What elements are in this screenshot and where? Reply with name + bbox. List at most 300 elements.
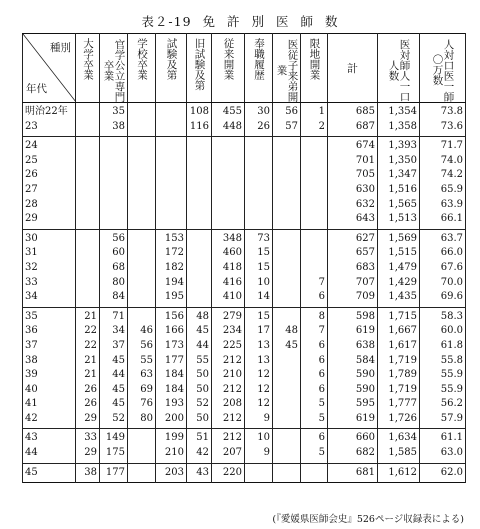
cell-sons — [273, 290, 301, 307]
cell-total: 685 — [328, 103, 378, 120]
cell-univ — [76, 212, 100, 229]
cell-univ — [76, 246, 100, 261]
row-group — [23, 137, 466, 230]
cell-service: 9 — [245, 412, 273, 429]
cell-univ: 26 — [76, 397, 100, 412]
cell-sons — [273, 261, 301, 276]
header-label: 大学卒業 — [82, 38, 94, 80]
row-group — [23, 103, 466, 137]
cell-exam: 182 — [156, 261, 187, 276]
cell-service: 12 — [245, 383, 273, 398]
cell-sons — [273, 354, 301, 369]
header-pop-per-doctor — [378, 34, 420, 103]
cell-univ — [76, 276, 100, 291]
cell-public — [100, 137, 128, 154]
cell-service: 9 — [245, 446, 273, 463]
cell-school — [128, 154, 156, 169]
cell-prev-practice: 208 — [212, 397, 245, 412]
year-cell: 明治22年 — [23, 103, 76, 120]
cell-prev-practice: 212 — [212, 412, 245, 429]
cell-exam — [156, 137, 187, 154]
cell-limited: 6 — [301, 429, 328, 446]
cell-doctors-per-10k: 58.3 — [420, 307, 466, 324]
cell-doctors-per-10k: 66.1 — [420, 212, 466, 229]
cell-sons — [273, 446, 301, 463]
source-note: (『愛媛県医師会史』526ページ収録表による) — [272, 514, 464, 525]
cell-pop-per-doctor: 1,565 — [378, 198, 420, 213]
cell-school — [128, 137, 156, 154]
header-sons — [273, 34, 301, 103]
cell-doctors-per-10k: 57.9 — [420, 412, 466, 429]
cell-sons: 57 — [273, 120, 301, 137]
year-cell: 42 — [23, 412, 76, 429]
cell-sons: 56 — [273, 103, 301, 120]
cell-total: 687 — [328, 120, 378, 137]
year-cell: 24 — [23, 137, 76, 154]
year-cell: 38 — [23, 354, 76, 369]
cell-school: 55 — [128, 354, 156, 369]
cell-doctors-per-10k: 55.8 — [420, 354, 466, 369]
header-limited — [301, 34, 328, 103]
cell-service: 14 — [245, 290, 273, 307]
cell-prev-practice: 225 — [212, 339, 245, 354]
cell-prev-practice: 212 — [212, 383, 245, 398]
cell-school — [128, 246, 156, 261]
cell-prev-practice: 279 — [212, 307, 245, 324]
cell-exam — [156, 154, 187, 169]
year-cell: 41 — [23, 397, 76, 412]
cell-old-exam: 116 — [187, 120, 212, 137]
table-row — [23, 463, 466, 483]
cell-old-exam: 108 — [187, 103, 212, 120]
cell-prev-practice: 220 — [212, 463, 245, 483]
cell-univ — [76, 290, 100, 307]
cell-exam — [156, 198, 187, 213]
cell-sons — [273, 246, 301, 261]
cell-exam: 153 — [156, 229, 187, 246]
cell-service: 30 — [245, 103, 273, 120]
cell-total: 660 — [328, 429, 378, 446]
table-row — [23, 261, 466, 276]
cell-public: 38 — [100, 120, 128, 137]
cell-public: 45 — [100, 354, 128, 369]
cell-pop-per-doctor: 1,358 — [378, 120, 420, 137]
cell-service: 26 — [245, 120, 273, 137]
cell-doctors-per-10k: 69.6 — [420, 290, 466, 307]
cell-sons — [273, 212, 301, 229]
year-cell: 32 — [23, 261, 76, 276]
year-cell: 35 — [23, 307, 76, 324]
cell-doctors-per-10k: 74.2 — [420, 168, 466, 183]
cell-old-exam — [187, 154, 212, 169]
table-row — [23, 198, 466, 213]
cell-exam: 200 — [156, 412, 187, 429]
cell-doctors-per-10k: 73.6 — [420, 120, 466, 137]
cell-pop-per-doctor: 1,429 — [378, 276, 420, 291]
cell-old-exam — [187, 198, 212, 213]
cell-public: 56 — [100, 229, 128, 246]
cell-prev-practice: 418 — [212, 261, 245, 276]
cell-pop-per-doctor: 1,719 — [378, 383, 420, 398]
cell-total: 682 — [328, 446, 378, 463]
cell-sons — [273, 198, 301, 213]
cell-pop-per-doctor: 1,513 — [378, 212, 420, 229]
cell-doctors-per-10k: 56.2 — [420, 397, 466, 412]
header-label: 従来開業 — [222, 38, 235, 80]
cell-public: 52 — [100, 412, 128, 429]
cell-limited — [301, 198, 328, 213]
cell-total: 701 — [328, 154, 378, 169]
cell-service — [245, 168, 273, 183]
cell-sons — [273, 397, 301, 412]
cell-limited: 6 — [301, 368, 328, 383]
title-char: 免 — [202, 14, 217, 29]
cell-total: 595 — [328, 397, 378, 412]
year-cell: 25 — [23, 154, 76, 169]
cell-public — [100, 212, 128, 229]
cell-pop-per-doctor: 1,617 — [378, 339, 420, 354]
cell-old-exam: 43 — [187, 463, 212, 483]
cell-univ — [76, 103, 100, 120]
cell-doctors-per-10k: 62.0 — [420, 463, 466, 483]
cell-public: 71 — [100, 307, 128, 324]
cell-limited: 8 — [301, 307, 328, 324]
cell-school — [128, 307, 156, 324]
cell-total: 619 — [328, 412, 378, 429]
cell-doctors-per-10k: 65.9 — [420, 183, 466, 198]
table-row — [23, 120, 466, 137]
year-cell: 40 — [23, 383, 76, 398]
year-cell: 33 — [23, 276, 76, 291]
cell-limited — [301, 137, 328, 154]
table-row — [23, 324, 466, 339]
header-label: 奉職履歴 — [253, 38, 265, 80]
cell-univ: 22 — [76, 339, 100, 354]
header-label: 試験及第 — [165, 38, 178, 80]
cell-prev-practice: 348 — [212, 229, 245, 246]
cell-school: 69 — [128, 383, 156, 398]
header-label: 限地開業 — [308, 38, 321, 80]
year-cell: 45 — [23, 463, 76, 483]
cell-school — [128, 229, 156, 246]
cell-public: 68 — [100, 261, 128, 276]
table-row — [23, 412, 466, 429]
cell-pop-per-doctor: 1,667 — [378, 324, 420, 339]
table-title — [0, 12, 480, 30]
cell-prev-practice: 212 — [212, 429, 245, 446]
cell-public — [100, 154, 128, 169]
cell-limited: 7 — [301, 276, 328, 291]
header-label: 旧試験及第 — [193, 38, 206, 91]
table-row — [23, 154, 466, 169]
cell-old-exam — [187, 183, 212, 198]
header-public — [100, 34, 128, 103]
cell-service — [245, 137, 273, 154]
table-row — [23, 354, 466, 369]
cell-univ — [76, 120, 100, 137]
cell-old-exam — [187, 229, 212, 246]
cell-prev-practice — [212, 154, 245, 169]
cell-school — [128, 290, 156, 307]
cell-prev-practice — [212, 212, 245, 229]
cell-service: 17 — [245, 324, 273, 339]
cell-sons — [273, 183, 301, 198]
cell-exam — [156, 103, 187, 120]
cell-total: 630 — [328, 183, 378, 198]
cell-pop-per-doctor: 1,569 — [378, 229, 420, 246]
header-corner — [23, 34, 76, 103]
cell-prev-practice — [212, 168, 245, 183]
cell-exam: 210 — [156, 446, 187, 463]
cell-univ: 29 — [76, 412, 100, 429]
cell-prev-practice — [212, 137, 245, 154]
cell-limited: 1 — [301, 103, 328, 120]
title-char: 許 — [227, 14, 241, 29]
cell-exam — [156, 120, 187, 137]
row-group — [23, 229, 466, 307]
cell-service — [245, 212, 273, 229]
cell-limited: 6 — [301, 354, 328, 369]
row-group — [23, 463, 466, 483]
cell-total: 627 — [328, 229, 378, 246]
cell-univ — [76, 261, 100, 276]
header-label: 学校卒業 — [136, 38, 148, 80]
cell-pop-per-doctor: 1,479 — [378, 261, 420, 276]
year-cell: 26 — [23, 168, 76, 183]
cell-total: 598 — [328, 307, 378, 324]
cell-public: 45 — [100, 397, 128, 412]
cell-pop-per-doctor: 1,515 — [378, 246, 420, 261]
title-char: 医 — [276, 14, 290, 29]
cell-exam — [156, 212, 187, 229]
cell-prev-practice — [212, 183, 245, 198]
cell-limited — [301, 463, 328, 483]
cell-exam: 173 — [156, 339, 187, 354]
cell-exam: 194 — [156, 276, 187, 291]
cell-total: 657 — [328, 246, 378, 261]
header-label: 官学公立専門卒業 — [102, 38, 126, 102]
cell-old-exam: 55 — [187, 354, 212, 369]
cell-limited: 6 — [301, 383, 328, 398]
cell-limited: 5 — [301, 412, 328, 429]
cell-exam — [156, 168, 187, 183]
cell-univ — [76, 137, 100, 154]
cell-limited: 7 — [301, 324, 328, 339]
cell-pop-per-doctor: 1,777 — [378, 397, 420, 412]
cell-pop-per-doctor: 1,634 — [378, 429, 420, 446]
cell-exam: 199 — [156, 429, 187, 446]
cell-service: 13 — [245, 354, 273, 369]
cell-exam — [156, 183, 187, 198]
cell-limited — [301, 261, 328, 276]
cell-doctors-per-10k: 63.0 — [420, 446, 466, 463]
cell-exam: 203 — [156, 463, 187, 483]
cell-old-exam: 50 — [187, 412, 212, 429]
cell-public: 84 — [100, 290, 128, 307]
cell-doctors-per-10k: 60.0 — [420, 324, 466, 339]
year-cell: 44 — [23, 446, 76, 463]
table-row — [23, 397, 466, 412]
cell-school — [128, 212, 156, 229]
cell-limited — [301, 246, 328, 261]
cell-univ: 26 — [76, 383, 100, 398]
cell-univ: 33 — [76, 429, 100, 446]
table-number: 表２-19 — [141, 14, 192, 29]
cell-exam: 177 — [156, 354, 187, 369]
cell-univ: 22 — [76, 324, 100, 339]
table-row — [23, 246, 466, 261]
cell-old-exam: 48 — [187, 307, 212, 324]
cell-prev-practice — [212, 198, 245, 213]
cell-public: 60 — [100, 246, 128, 261]
table-row — [23, 368, 466, 383]
cell-univ — [76, 198, 100, 213]
cell-service — [245, 198, 273, 213]
year-cell: 34 — [23, 290, 76, 307]
title-char: 師 — [300, 14, 315, 29]
cell-univ: 21 — [76, 368, 100, 383]
cell-limited: 2 — [301, 120, 328, 137]
cell-public — [100, 183, 128, 198]
cell-exam: 184 — [156, 383, 187, 398]
cell-sons: 48 — [273, 324, 301, 339]
cell-exam: 156 — [156, 307, 187, 324]
cell-limited — [301, 154, 328, 169]
cell-total: 638 — [328, 339, 378, 354]
cell-total: 590 — [328, 368, 378, 383]
cell-school — [128, 261, 156, 276]
row-group — [23, 429, 466, 463]
cell-pop-per-doctor: 1,612 — [378, 463, 420, 483]
title-char: 別 — [251, 14, 266, 29]
cell-pop-per-doctor: 1,789 — [378, 368, 420, 383]
cell-total: 632 — [328, 198, 378, 213]
cell-service: 15 — [245, 261, 273, 276]
cell-old-exam: 50 — [187, 368, 212, 383]
header-prev-practice — [212, 34, 245, 103]
cell-service: 12 — [245, 397, 273, 412]
cell-sons — [273, 429, 301, 446]
cell-service: 73 — [245, 229, 273, 246]
cell-doctors-per-10k: 73.8 — [420, 103, 466, 120]
table-row — [23, 183, 466, 198]
cell-public: 34 — [100, 324, 128, 339]
cell-exam: 172 — [156, 246, 187, 261]
cell-limited: 5 — [301, 446, 328, 463]
cell-prev-practice: 448 — [212, 120, 245, 137]
year-cell: 29 — [23, 212, 76, 229]
cell-total: 584 — [328, 354, 378, 369]
cell-old-exam: 45 — [187, 324, 212, 339]
cell-total: 643 — [328, 212, 378, 229]
cell-pop-per-doctor: 1,516 — [378, 183, 420, 198]
cell-doctors-per-10k: 71.7 — [420, 137, 466, 154]
header-exam — [156, 34, 187, 103]
cell-service: 13 — [245, 339, 273, 354]
table-row — [23, 290, 466, 307]
cell-service: 15 — [245, 246, 273, 261]
corner-kind-label: 種別 — [50, 42, 71, 54]
year-cell: 23 — [23, 120, 76, 137]
header-old-exam — [187, 34, 212, 103]
cell-public: 44 — [100, 368, 128, 383]
cell-school — [128, 198, 156, 213]
table-row — [23, 276, 466, 291]
table-row — [23, 103, 466, 120]
cell-prev-practice: 455 — [212, 103, 245, 120]
year-cell: 30 — [23, 229, 76, 246]
cell-doctors-per-10k: 61.1 — [420, 429, 466, 446]
cell-old-exam — [187, 276, 212, 291]
cell-old-exam: 52 — [187, 397, 212, 412]
cell-total: 590 — [328, 383, 378, 398]
cell-univ: 29 — [76, 446, 100, 463]
header-univ — [76, 34, 100, 103]
cell-doctors-per-10k: 63.9 — [420, 198, 466, 213]
cell-service: 15 — [245, 307, 273, 324]
table-row — [23, 383, 466, 398]
cell-prev-practice: 234 — [212, 324, 245, 339]
header-label: 人対口医一師〇万数 — [431, 38, 455, 102]
cell-pop-per-doctor: 1,393 — [378, 137, 420, 154]
cell-pop-per-doctor: 1,350 — [378, 154, 420, 169]
table-row — [23, 446, 466, 463]
cell-univ — [76, 229, 100, 246]
cell-school — [128, 463, 156, 483]
cell-pop-per-doctor: 1,585 — [378, 446, 420, 463]
cell-school — [128, 276, 156, 291]
cell-doctors-per-10k: 74.0 — [420, 154, 466, 169]
cell-school: 56 — [128, 339, 156, 354]
cell-school — [128, 183, 156, 198]
cell-public — [100, 168, 128, 183]
table-row — [23, 429, 466, 446]
cell-sons — [273, 307, 301, 324]
cell-doctors-per-10k: 55.9 — [420, 383, 466, 398]
table-row — [23, 212, 466, 229]
cell-univ: 21 — [76, 354, 100, 369]
cell-prev-practice: 410 — [212, 290, 245, 307]
cell-exam: 166 — [156, 324, 187, 339]
cell-public: 37 — [100, 339, 128, 354]
cell-school: 46 — [128, 324, 156, 339]
cell-old-exam: 44 — [187, 339, 212, 354]
cell-sons — [273, 383, 301, 398]
table-row — [23, 137, 466, 154]
cell-old-exam — [187, 261, 212, 276]
cell-school — [128, 429, 156, 446]
header-label: 医従子来弟開業 — [275, 38, 299, 102]
cell-public — [100, 198, 128, 213]
header-doctors-per-10k — [420, 34, 466, 103]
cell-prev-practice: 207 — [212, 446, 245, 463]
header-total-label: 計 — [347, 62, 358, 75]
cell-prev-practice: 460 — [212, 246, 245, 261]
header-label: 医対師人一口人数 — [387, 38, 411, 102]
cell-service — [245, 154, 273, 169]
physicians-table — [22, 33, 466, 483]
year-cell: 27 — [23, 183, 76, 198]
cell-public: 149 — [100, 429, 128, 446]
cell-total: 705 — [328, 168, 378, 183]
cell-sons: 45 — [273, 339, 301, 354]
cell-public: 80 — [100, 276, 128, 291]
table-row — [23, 229, 466, 246]
cell-doctors-per-10k: 70.0 — [420, 276, 466, 291]
cell-limited — [301, 229, 328, 246]
cell-total: 681 — [328, 463, 378, 483]
cell-pop-per-doctor: 1,726 — [378, 412, 420, 429]
